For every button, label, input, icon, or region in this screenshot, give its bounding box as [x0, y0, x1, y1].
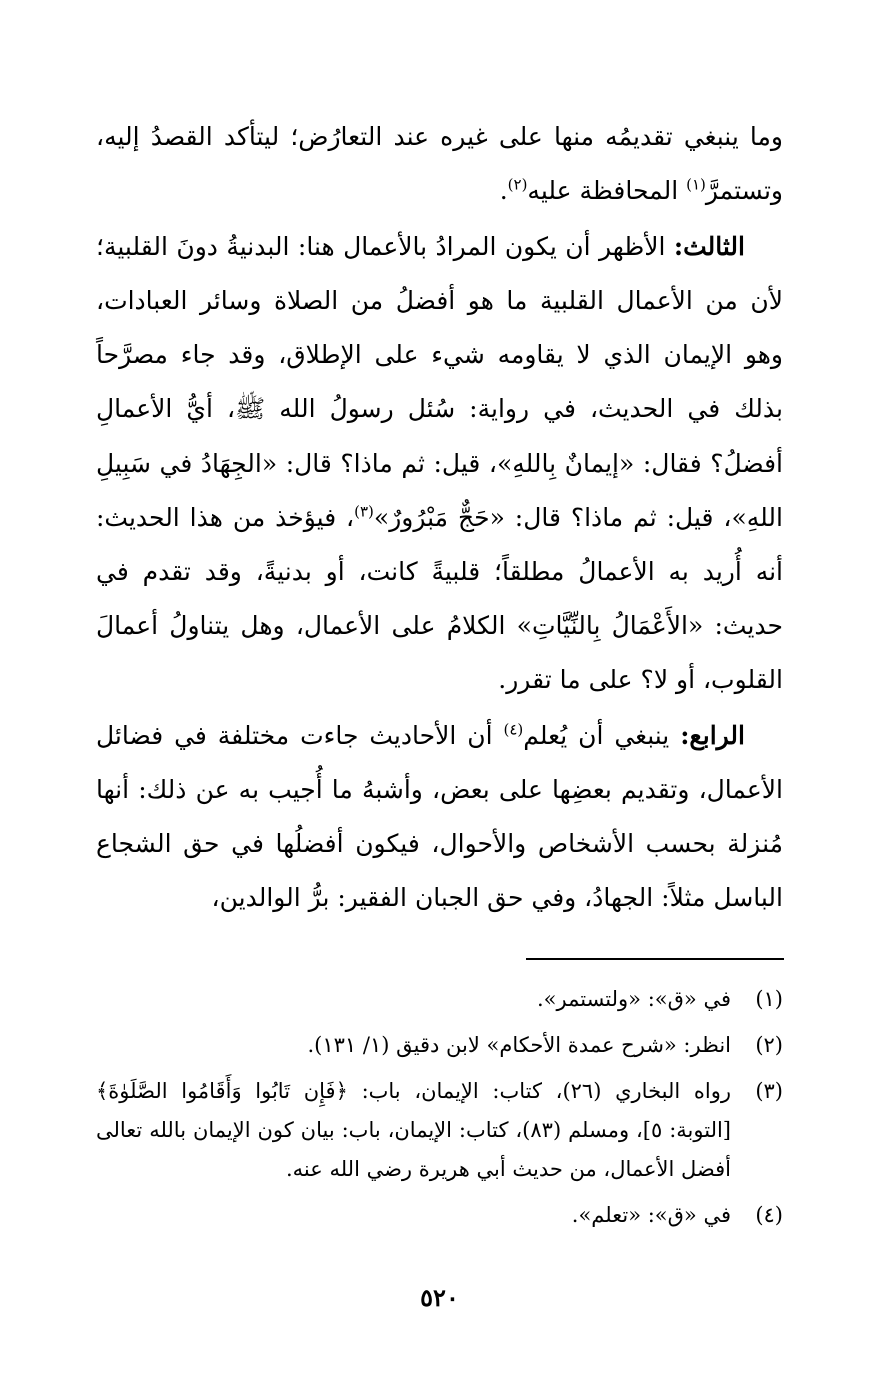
footnote-ref-3: (٣) — [354, 502, 374, 521]
footnote-ref-4: (٤) — [503, 720, 524, 739]
paragraph-1-text-b: المحافظة عليه — [527, 176, 687, 206]
paragraph-fourth-text-b: أن الأحاديث جاءت مختلفة في فضائل الأعمال، وتقديم بعضِها على بعض، وأشبهُ ما أُجيب به عن ذلك: أنها مُنزلة بحسب الأشخاص والأحوال، فيكون أفضلُها في حق الشجاع الباسل مثلاً: الجهادُ، وفي حق الجبان الفقير: برُّ الوالدين، — [96, 721, 784, 913]
footnote-ref-1: (١) — [686, 175, 706, 194]
paragraph-fourth-text-a: ينبغي أن يُعلم — [523, 721, 681, 751]
paragraph-1-text-a: وما ينبغي تقديمُه منها على غيره عند التعارُض؛ ليتأكد القصدُ إليه، وتستمرَّ — [96, 122, 783, 206]
footnotes-section — [96, 980, 783, 1242]
footnote-text: في «ق»: «ولتستمر». — [536, 987, 731, 1011]
paragraph-1 — [96, 110, 783, 218]
paragraph-third-text-b: ، فيؤخذ من هذا الحديث: أنه أُريد به الأعمالُ مطلقاً؛ قلبيةً كانت، أو بدنيةً، وقد تقدم في حديث: «الأَعْمَالُ بِالنِّيَّاتِ» الكلامُ على الأعمال، وهل يتناولُ أعمالَ القلوب، أو لا؟ على ما تقرر. — [96, 502, 783, 694]
paragraph-1-text-c: . — [499, 176, 508, 206]
paragraph-fourth-heading: الرابع: — [680, 721, 745, 751]
footnote-1 — [96, 980, 783, 1019]
footnote-text: رواه البخاري (٢٦)، كتاب: الإيمان، باب: ﴿فَإِن تَابُوا وَأَقَامُوا الصَّلَوٰةَ﴾ [التوبة: ٥]، ومسلم (٨٣)، كتاب: الإيمان، باب: بيان كون الإيمان بالله تعالى أفضل الأعمال، من حديث أبي هريرة رضي الله عنه. — [96, 1079, 732, 1181]
footnote-divider — [526, 958, 784, 960]
paragraph-third — [96, 220, 783, 707]
page-number: ٥٢٠ — [420, 1283, 459, 1312]
footnote-4 — [96, 1196, 783, 1235]
footnote-number: (٣) — [755, 1079, 783, 1103]
footnote-3 — [96, 1072, 783, 1189]
paragraph-fourth — [96, 709, 783, 925]
footnote-ref-2: (٢) — [507, 175, 528, 194]
footnote-number: (٤) — [755, 1203, 783, 1227]
paragraph-third-heading: الثالث: — [673, 232, 745, 262]
footnote-number: (١) — [755, 987, 783, 1011]
footnote-number: (٢) — [755, 1033, 783, 1057]
footnote-text: انظر: «شرح عمدة الأحكام» لابن دقيق (١/ ١٣١). — [307, 1033, 731, 1057]
footnote-text: في «ق»: «تعلم». — [571, 1203, 731, 1227]
paragraph-third-text-a: الأظهر أن يكون المرادُ بالأعمال هنا: البدنيةُ دونَ القلبية؛ لأن من الأعمال القلبية ما هو أفضلُ من الصلاة وسائر العبادات، وهو الإيمان الذي لا يقاومه شيء على الإطلاق، وقد جاء مصرَّحاً بذلك في الحديث، في رواية: سُئل رسولُ الله ﷺ، أيُّ الأعمالِ أفضلُ؟ فقال: «إيمانٌ بِاللهِ»، قيل: ثم ماذا؟ قال: «الجِهَادُ في سَبِيلِ اللهِ»، قيل: ثم ماذا؟ قال: «حَجٌّ مَبْرُورٌ» — [96, 232, 783, 532]
main-text-body — [96, 110, 783, 925]
footnote-2 — [96, 1026, 783, 1065]
